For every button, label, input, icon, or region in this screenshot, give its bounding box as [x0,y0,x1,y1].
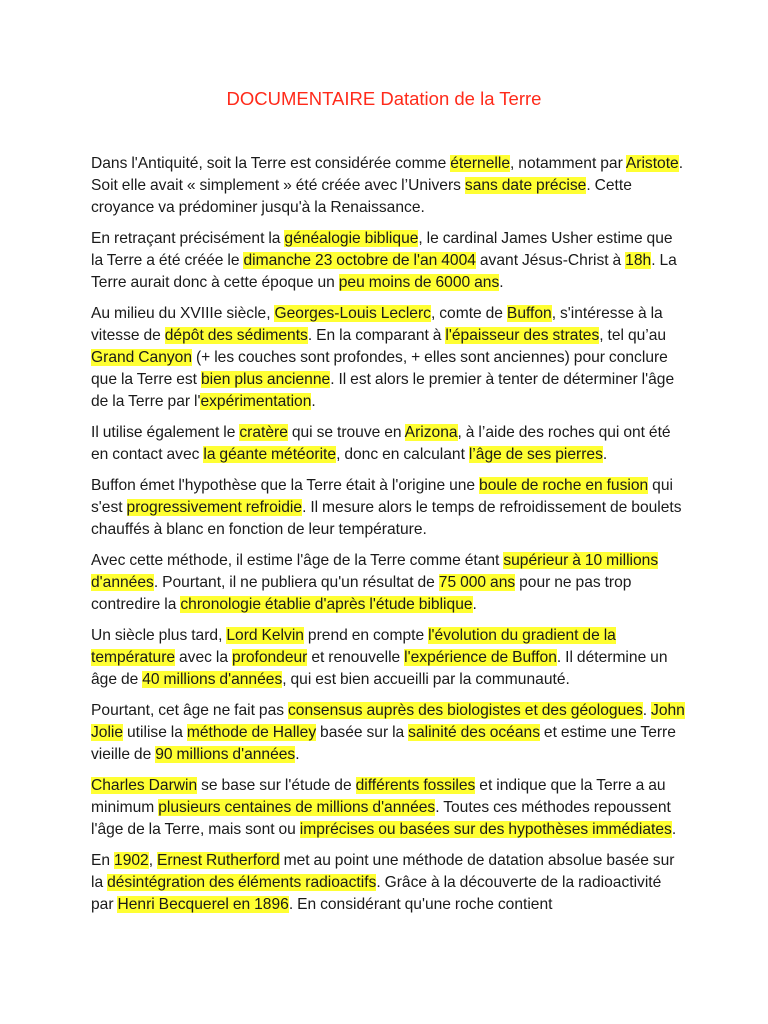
highlighted-text: 75 000 ans [438,574,516,591]
highlighted-text: l’âge de ses pierres [468,446,603,463]
highlighted-text: consensus auprès des biologistes et des géologues [287,702,643,719]
highlighted-text: dimanche 23 octobre de l'an 4004 [243,252,476,269]
text-run: met au point une méthode de datation absolue basée sur la [91,852,675,891]
text-run: . Pourtant, il ne publiera qu'un résultat de [153,574,439,591]
text-run: qui s'est [91,477,673,516]
paragraph [91,550,687,616]
text-run: Buffon émet l'hypothèse que la Terre était à l'origine une [91,477,480,494]
text-run: . [642,702,652,719]
text-run: . Il mesure alors le temps de refroidissement de boulets chauffés à blanc en fonction de leur température. [91,499,682,538]
text-run: , donc en calculant [336,446,469,463]
paragraph [91,625,687,691]
text-run: . Toutes ces méthodes repoussent l'âge de la Terre, mais sont ou [91,799,671,838]
highlighted-text: salinité des océans [408,724,540,741]
text-run: . Cette croyance va prédominer jusqu'à la Renaissance. [91,177,632,216]
highlighted-text: Charles Darwin [91,777,198,794]
highlighted-text: bien plus ancienne [200,371,331,388]
text-run: avant Jésus-Christ à [475,252,626,269]
text-run: , notamment par [510,155,626,172]
highlighted-text: Buffon [506,305,552,322]
text-run: , tel qu’au [599,327,667,344]
text-run: (+ les couches sont profondes, + elles sont anciennes) pour conclure que la Terre est [91,349,668,388]
text-run: utilise la [123,724,187,741]
paragraph [91,228,687,294]
highlighted-text: 90 millions d'années [155,746,296,763]
text-run: Pourtant, cet âge ne fait pas [91,702,288,719]
highlighted-text: désintégration des éléments radioactifs [107,874,377,891]
text-run: prend en compte [303,627,429,644]
text-run: . [602,446,608,463]
highlighted-text: boule de roche en fusion [479,477,649,494]
highlighted-text: 18h [625,252,652,269]
text-run: et indique que la Terre a au minimum [91,777,666,816]
highlighted-text: Ernest Rutherford [156,852,280,869]
highlighted-text: dépôt des sédiments [164,327,308,344]
highlighted-text: plusieurs centaines de millions d'années [158,799,436,816]
highlighted-text: l'évolution du gradient de la température [91,627,616,666]
highlighted-text: l'épaisseur des strates [445,327,600,344]
text-run: qui se trouve en [287,424,405,441]
paragraph [91,700,687,766]
highlighted-text: Georges-Louis Leclerc [274,305,431,322]
text-run: En retraçant précisément la [91,230,285,247]
text-run: avec la [175,649,232,666]
text-run: et renouvelle [307,649,405,666]
text-run: , [148,852,157,869]
highlighted-text: Henri Becquerel en 1896 [117,896,289,913]
text-run: basée sur la [316,724,409,741]
text-run: , à l’aide des roches qui ont été en contact avec [91,424,671,463]
text-run: Au milieu du XVIIIe siècle, [91,305,275,322]
text-run: . La Terre aurait donc à cette époque un [91,252,677,291]
highlighted-text: progressivement refroidie [126,499,303,516]
text-run: . Soit elle avait « simplement » été créée avec l’Univers [91,155,684,194]
highlighted-text: peu moins de 6000 ans [338,274,500,291]
text-run: pour ne pas trop contredire la [91,574,632,613]
text-run: . [499,274,504,291]
document-title: DOCUMENTAIRE Datation de la Terre [226,88,542,109]
text-run: et estime une Terre vieille de [91,724,676,763]
paragraph [91,422,687,466]
highlighted-text: méthode de Halley [186,724,317,741]
highlighted-text: généalogie biblique [284,230,419,247]
paragraph [91,775,687,841]
highlighted-text: Lord Kelvin [226,627,304,644]
highlighted-text: imprécises ou basées sur des hypothèses immédiates [299,821,672,838]
highlighted-text: expérimentation [200,393,312,410]
highlighted-text: Aristote [625,155,679,172]
highlighted-text: Arizona [404,424,458,441]
highlighted-text: 1902 [114,852,149,869]
text-run: . En la comparant à [307,327,446,344]
paragraph [91,303,687,413]
paragraph [91,153,687,219]
text-run: , le cardinal James Usher estime que la Terre a été créée le [91,230,673,269]
text-run: , s'intéresse à la vitesse de [91,305,663,344]
text-run: Dans l'Antiquité, soit la Terre est considérée comme [91,155,451,172]
highlighted-text: 40 millions d'années [142,671,283,688]
highlighted-text: différents fossiles [355,777,476,794]
text-run: En [91,852,115,869]
text-run: se base sur l'étude de [197,777,356,794]
highlighted-text: éternelle [450,155,511,172]
text-run: Il utilise également le [91,424,240,441]
paragraph [91,850,687,916]
text-run: . Il est alors le premier à tenter de déterminer l'âge de la Terre par l' [91,371,675,410]
text-run: , qui est bien accueilli par la communauté. [282,671,570,688]
highlighted-text: profondeur [231,649,308,666]
highlighted-text: cratère [239,424,288,441]
highlighted-text: Grand Canyon [91,349,193,366]
highlighted-text: sans date précise [464,177,587,194]
highlighted-text: l'expérience de Buffon [404,649,557,666]
text-run: Un siècle plus tard, [91,627,227,644]
text-run: Avec cette méthode, il estime l'âge de la Terre comme étant [91,552,504,569]
text-run: . [671,821,677,838]
text-run: . En considérant qu'une roche contient [288,896,553,913]
highlighted-text: supérieur à 10 millions d'années [91,552,659,591]
text-run: . [311,393,316,410]
text-run: , comte de [430,305,507,322]
document-body [91,153,687,925]
text-run: . [472,596,477,613]
highlighted-text: chronologie établie d'après l'étude biblique [180,596,473,613]
text-run: . Il détermine un âge de [91,649,668,688]
text-run: . Grâce à la découverte de la radioactivité par [91,874,662,913]
highlighted-text: la géante météorite [203,446,337,463]
highlighted-text: John Jolie [91,702,685,741]
text-run: . [295,746,300,763]
paragraph [91,475,687,541]
